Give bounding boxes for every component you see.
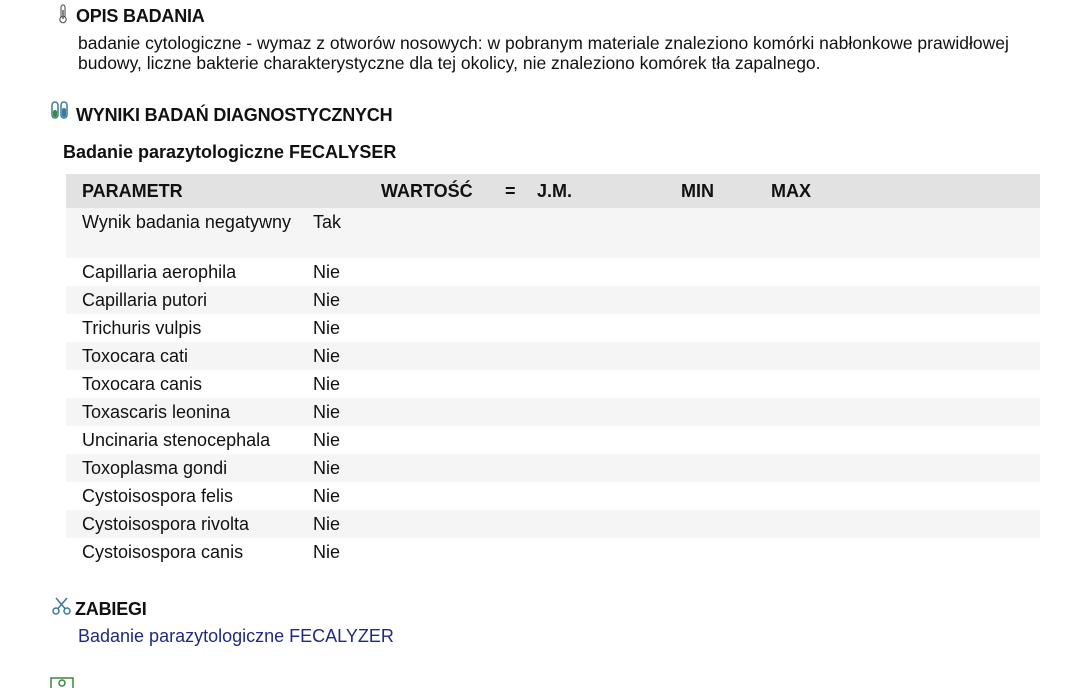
param-cell: Trichuris vulpis [82, 318, 202, 338]
value-cell: Nie [313, 374, 341, 394]
table-row [66, 370, 1040, 398]
value-cell: Nie [313, 430, 341, 450]
param-cell: Cystoisospora felis [82, 486, 234, 506]
param-cell: Capillaria putori [82, 290, 208, 310]
value-cell: Nie [313, 318, 341, 338]
table-row [66, 314, 1040, 342]
procedure-link[interactable]: Badanie parazytologiczne FECALYZER [78, 626, 394, 646]
table-row [66, 538, 1040, 566]
results-heading: WYNIKI BADAŃ DIAGNOSTYCZNYCH [76, 105, 393, 125]
value-cell: Nie [313, 402, 341, 422]
table-header-row [66, 174, 1040, 208]
description-heading: OPIS BADANIA [76, 6, 205, 26]
col-min: MIN [681, 174, 771, 208]
procedures-heading: ZABIEGI [75, 599, 147, 619]
value-cell: Nie [313, 346, 341, 366]
value-cell: Nie [313, 486, 341, 506]
param-cell: Toxascaris leonina [82, 402, 231, 422]
value-cell: Nie [313, 290, 341, 310]
test-tubes-icon [50, 101, 74, 126]
results-table [66, 174, 1040, 566]
table-row [66, 510, 1040, 538]
table-row [66, 258, 1040, 286]
param-cell: Toxoplasma gondi [82, 458, 228, 478]
description-text: badanie cytologiczne - wymaz z otworów nosowych: w pobranym materiale znaleziono komórki nabłonkowe prawidłowej budowy, liczne bakterie charakterystyczne dla tej okolicy, nie znaleziono komórek tła zapalnego. [78, 33, 1009, 73]
table-row [66, 426, 1040, 454]
table-row [66, 342, 1040, 370]
param-cell: Capillaria aerophila [82, 262, 237, 282]
test-name: Badanie parazytologiczne FECALYSER [63, 142, 397, 162]
value-cell: Nie [313, 542, 341, 562]
param-cell: Toxocara canis [82, 374, 203, 394]
value-cell: Tak [313, 212, 342, 232]
table-row [66, 482, 1040, 510]
col-value: WARTOŚĆ [381, 174, 505, 208]
table-row [66, 286, 1040, 314]
value-cell: Nie [313, 262, 341, 282]
value-cell: Nie [313, 458, 341, 478]
table-row [66, 208, 1040, 258]
col-max: MAX [771, 174, 1040, 208]
param-cell: Toxocara cati [82, 346, 189, 366]
col-param: PARAMETR [66, 174, 297, 208]
clipboard-icon [50, 675, 76, 693]
param-cell: Uncinaria stenocephala [82, 430, 271, 450]
param-cell: Cystoisospora rivolta [82, 514, 250, 534]
scissors-icon [52, 597, 72, 620]
value-cell: Nie [313, 514, 341, 534]
col-flag: = [505, 174, 537, 208]
table-row [66, 398, 1040, 426]
thermometer-icon [58, 4, 68, 29]
col-unit: J.M. [537, 174, 681, 208]
param-cell: Cystoisospora canis [82, 542, 244, 562]
table-row [66, 454, 1040, 482]
param-cell: Wynik badania negatywny [82, 212, 291, 232]
